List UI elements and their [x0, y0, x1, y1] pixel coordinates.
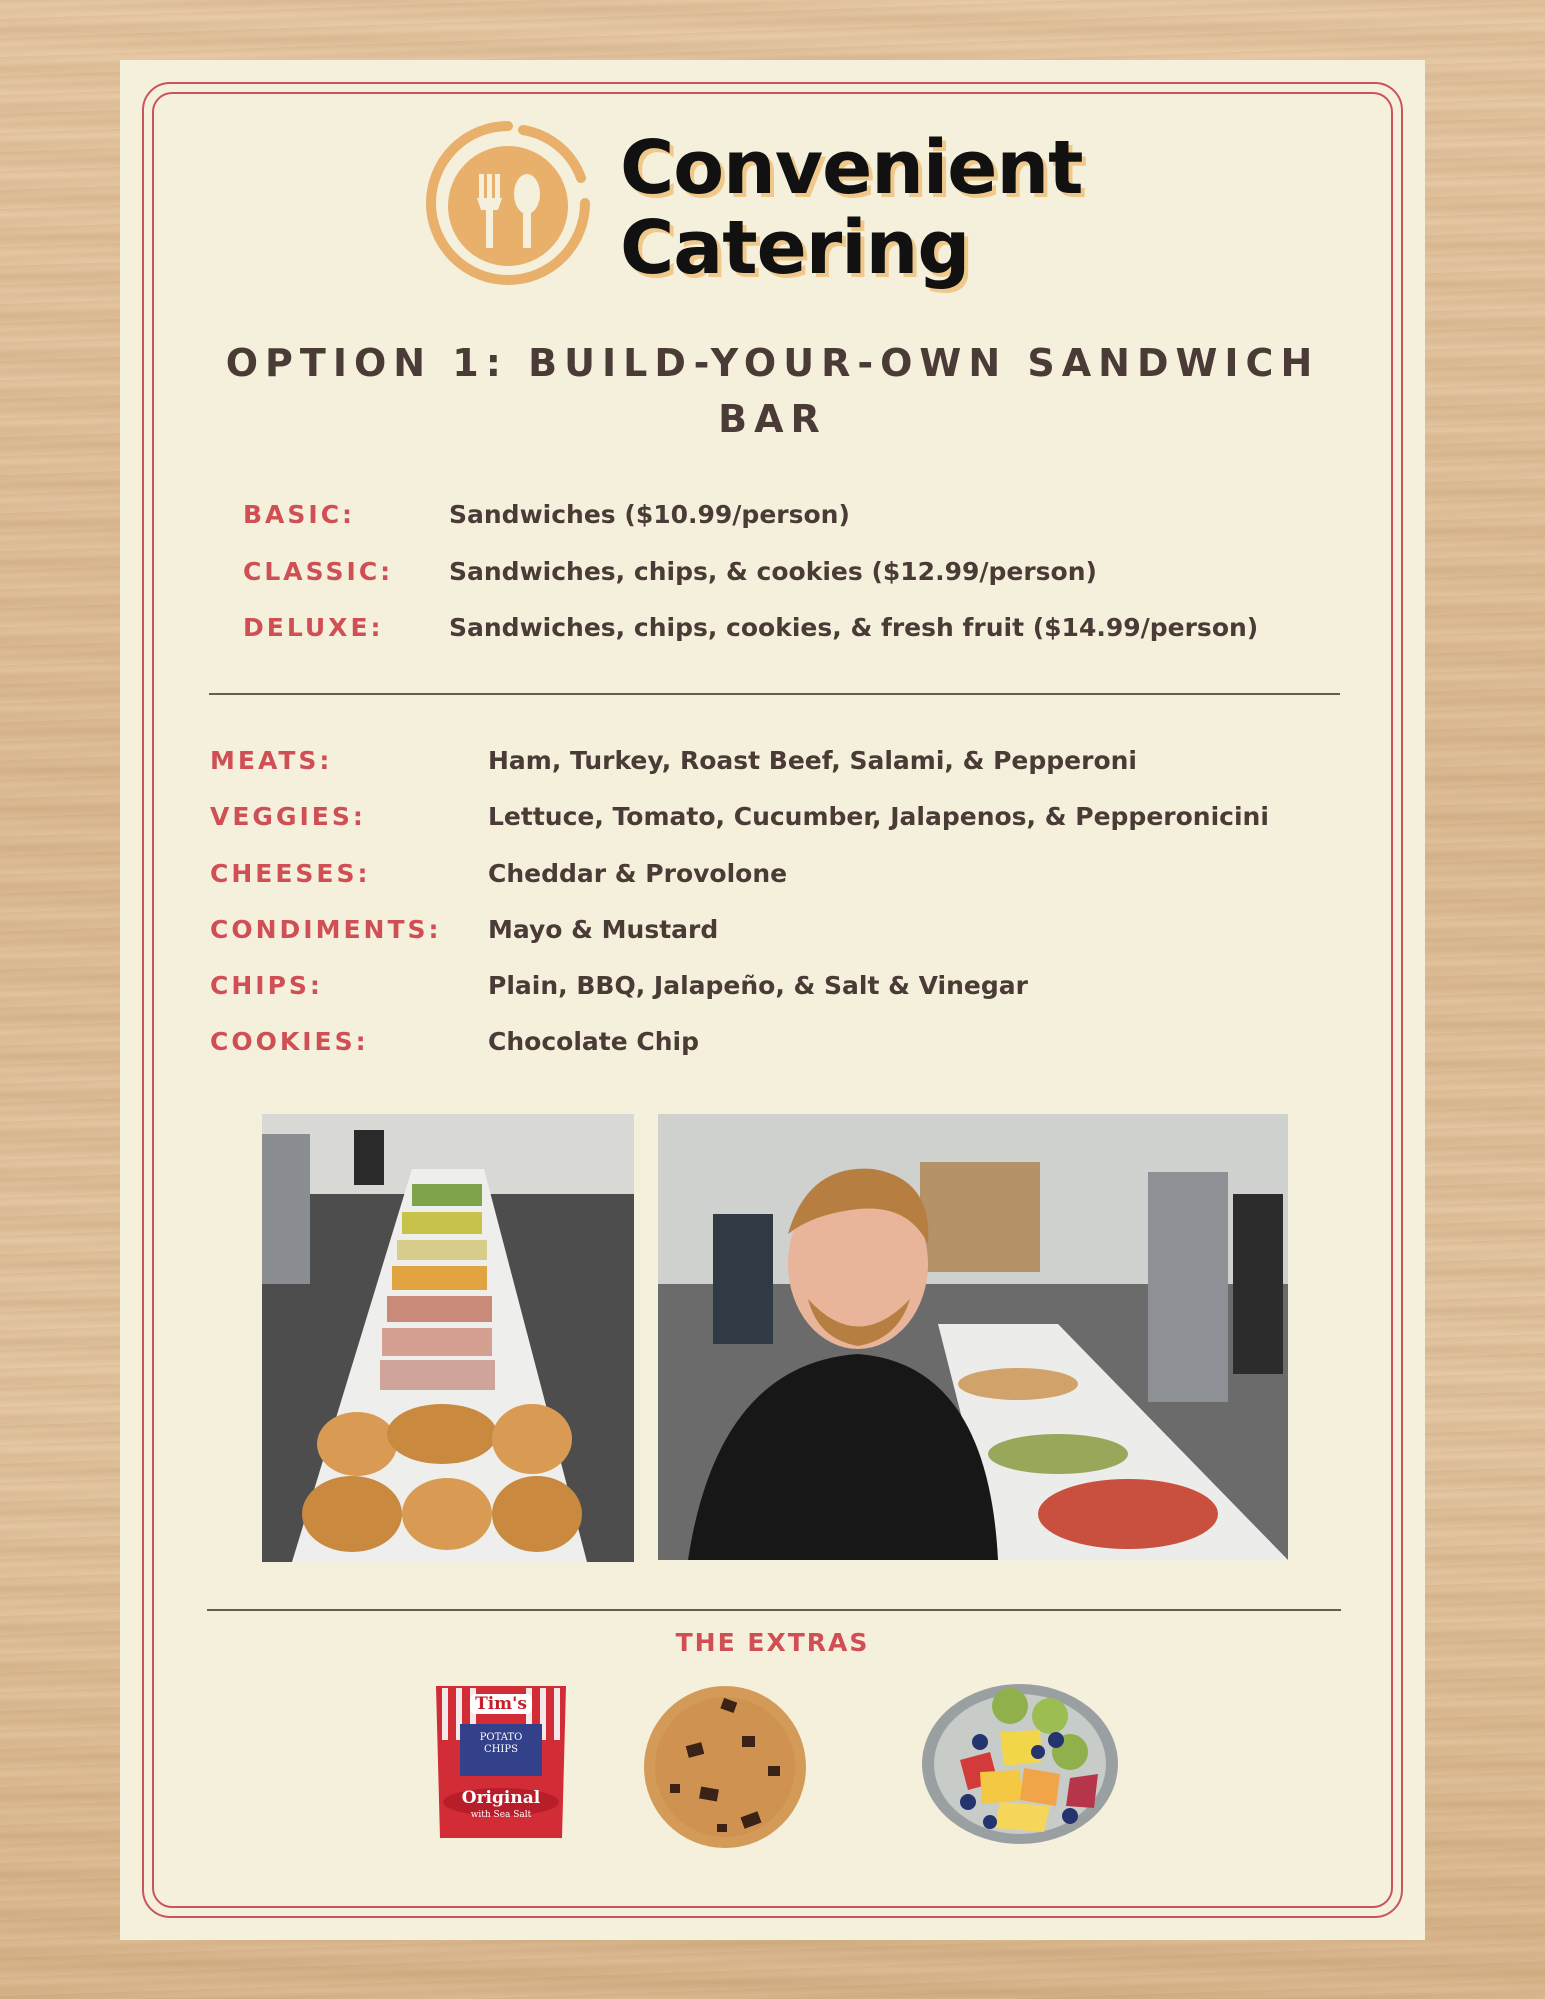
title-line-2: BAR [718, 397, 827, 441]
ingredient-label-condiments: CONDIMENTS: [210, 915, 442, 944]
package-label-basic: BASIC: [243, 500, 356, 529]
divider [207, 1609, 1341, 1611]
chips-brand: Tim's [470, 1694, 532, 1714]
chips-flavor-sub: with Sea Salt [470, 1810, 532, 1820]
ingredient-label-cheeses: CHEESES: [210, 859, 371, 888]
chips-flavor: Original [461, 1788, 541, 1808]
package-value-deluxe: Sandwiches, chips, cookies, & fresh fruit ($14.99/person) [449, 613, 1259, 642]
ingredient-value-cookies: Chocolate Chip [488, 1027, 699, 1056]
page-title [180, 335, 1365, 447]
chocolate-chip-cookie-image [642, 1684, 808, 1850]
chips-line-2: CHIPS [484, 1744, 518, 1755]
fresh-fruit-cup-image [920, 1682, 1120, 1846]
ingredient-value-cheeses: Cheddar & Provolone [488, 859, 788, 888]
title-line-1: OPTION 1: BUILD-YOUR-OWN SANDWICH [225, 341, 1320, 385]
ingredient-value-chips: Plain, BBQ, Jalapeño, & Salt & Vinegar [488, 971, 1028, 1000]
ingredient-value-veggies: Lettuce, Tomato, Cucumber, Jalapenos, & Pepperonicini [488, 802, 1269, 831]
brand-line-1: Convenient [620, 125, 1083, 211]
fork-spoon-logo-icon [423, 118, 593, 288]
ingredient-label-veggies: VEGGIES: [210, 802, 366, 831]
package-value-basic: Sandwiches ($10.99/person) [449, 500, 850, 529]
sandwich-bar-photo [262, 1114, 634, 1562]
package-label-deluxe: DELUXE: [243, 613, 384, 642]
brand-line-2: Catering [620, 205, 970, 291]
ingredient-value-condiments: Mayo & Mustard [488, 915, 719, 944]
ingredient-label-cookies: COOKIES: [210, 1027, 369, 1056]
ingredient-value-meats: Ham, Turkey, Roast Beef, Salami, & Pepperoni [488, 746, 1137, 775]
ingredient-label-chips: CHIPS: [210, 971, 323, 1000]
brand-name [620, 125, 1083, 291]
extras-heading: THE EXTRAS [675, 1628, 870, 1657]
staff-selfie-photo [658, 1114, 1288, 1560]
menu-card [120, 60, 1425, 1940]
package-label-classic: CLASSIC: [243, 557, 394, 586]
divider [209, 693, 1340, 695]
chips-line-1: POTATO [479, 1732, 523, 1743]
package-value-classic: Sandwiches, chips, & cookies ($12.99/person) [449, 557, 1097, 586]
potato-chips-bag-image [432, 1682, 570, 1842]
ingredient-label-meats: MEATS: [210, 746, 333, 775]
